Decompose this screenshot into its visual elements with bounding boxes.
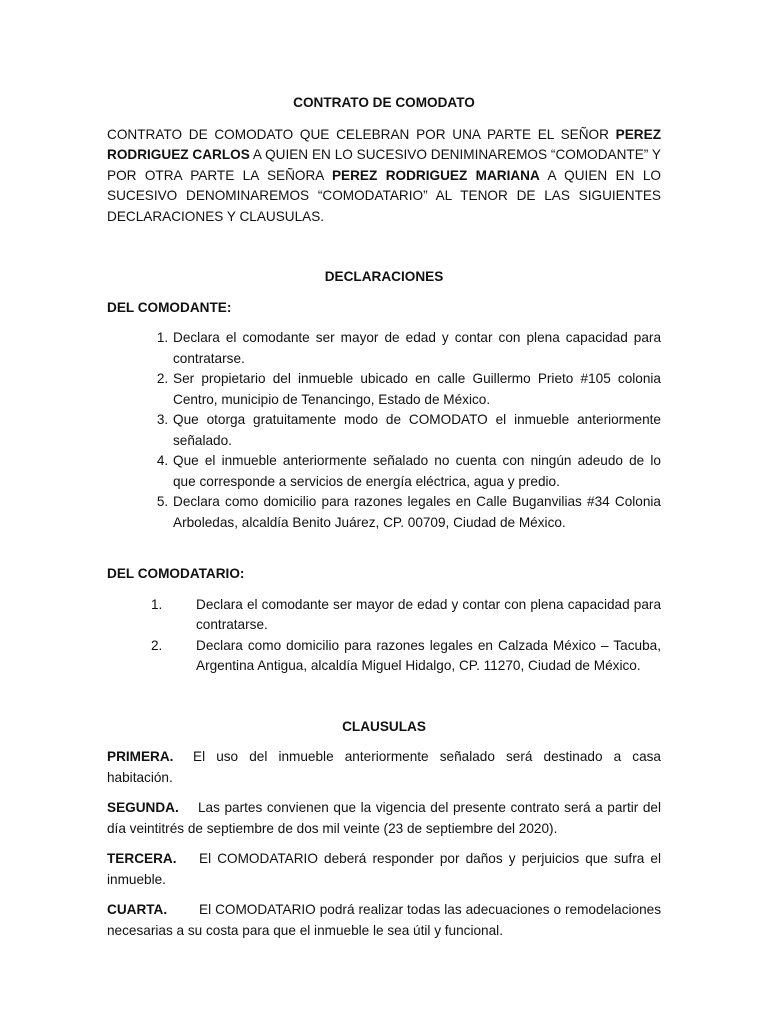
clause-primera [107, 747, 661, 788]
clause-label: CUARTA. [107, 902, 168, 917]
clause-cuarta [107, 900, 661, 941]
clause-text: El COMODATARIO podrá realizar todas las adecuaciones o remodelaciones necesarias a su costa para que el inmueble le sea útil y funcional. [107, 902, 661, 938]
clause-label: PRIMERA. [107, 749, 174, 764]
intro-text-3: A QUIEN EN LO SUCESIVO DENOMINAREMOS “COMODATARIO” AL TENOR DE LAS SIGUIENTES DECLARACIONES Y CLAUSULAS. [107, 167, 661, 224]
list-item-text: Declara el comodante ser mayor de edad y contar con plena capacidad para contratarse. [196, 596, 661, 632]
declaraciones-title: DECLARACIONES [324, 269, 444, 284]
comodatario-declarations-list [107, 595, 661, 677]
document-body [107, 93, 661, 941]
list-item: 4. Que el inmueble anteriormente señalado no cuenta con ningún adeudo de lo que corresponde a servicios de energía eléctrica, agua y predio. [172, 451, 661, 492]
clause-text: El uso del inmueble anteriormente señalado será destinado a casa habitación. [107, 749, 661, 785]
clause-text: El COMODATARIO deberá responder por daños y perjuicios que sufra el inmueble. [107, 851, 661, 887]
list-item: 3. Que otorga gratuitamente modo de COMODATO el inmueble anteriormente señalado. [172, 410, 661, 451]
clause-label: SEGUNDA. [107, 800, 179, 815]
list-item-number: 2. [151, 637, 163, 653]
clause-segunda [107, 798, 661, 839]
list-item-number: 1. [151, 596, 163, 612]
intro-paragraph [107, 125, 661, 228]
list-item [107, 636, 661, 677]
list-item: 2. Ser propietario del inmueble ubicado en calle Guillermo Prieto #105 colonia Centro, municipio de Tenancingo, Estado de México. [172, 369, 661, 410]
list-item [107, 595, 661, 636]
intro-text-1: CONTRATO DE COMODATO QUE CELEBRAN POR UNA PARTE EL SEÑOR [107, 126, 616, 142]
comodante-declarations-list [107, 328, 661, 533]
clause-tercera [107, 849, 661, 890]
intro-text-2: A QUIEN EN LO SUCESIVO DENIMINAREMOS “COMODANTE” Y POR OTRA PARTE LA SEÑORA [107, 147, 662, 183]
comodante-name: PEREZ RODRIGUEZ CARLOS [107, 126, 661, 162]
clausulas-title: CLAUSULAS [342, 718, 426, 734]
document-title: CONTRATO DE COMODATO [293, 95, 475, 110]
clause-label: TERCERA. [107, 851, 177, 866]
list-item: 5. Declara como domicilio para razones legales en Calle Buganvilias #34 Colonia Arboledas, alcaldía Benito Juárez, CP. 00709, Ciudad de México. [172, 492, 661, 533]
list-item-text: Declara como domicilio para razones legales en Calzada México – Tacuba, Argentina Antigua, alcaldía Miguel Hidalgo, CP. 11270, Ciudad de México. [196, 637, 661, 673]
comodante-heading: DEL COMODANTE: [107, 299, 232, 315]
clause-text: Las partes convienen que la vigencia del presente contrato será a partir del día veintitrés de septiembre de dos mil veinte (23 de septiembre del 2020). [107, 800, 661, 836]
comodatario-heading: DEL COMODATARIO: [107, 566, 245, 581]
list-item: 1. Declara el comodante ser mayor de edad y contar con plena capacidad para contratarse. [172, 328, 661, 369]
comodatario-name: PEREZ RODRIGUEZ MARIANA [331, 167, 540, 183]
